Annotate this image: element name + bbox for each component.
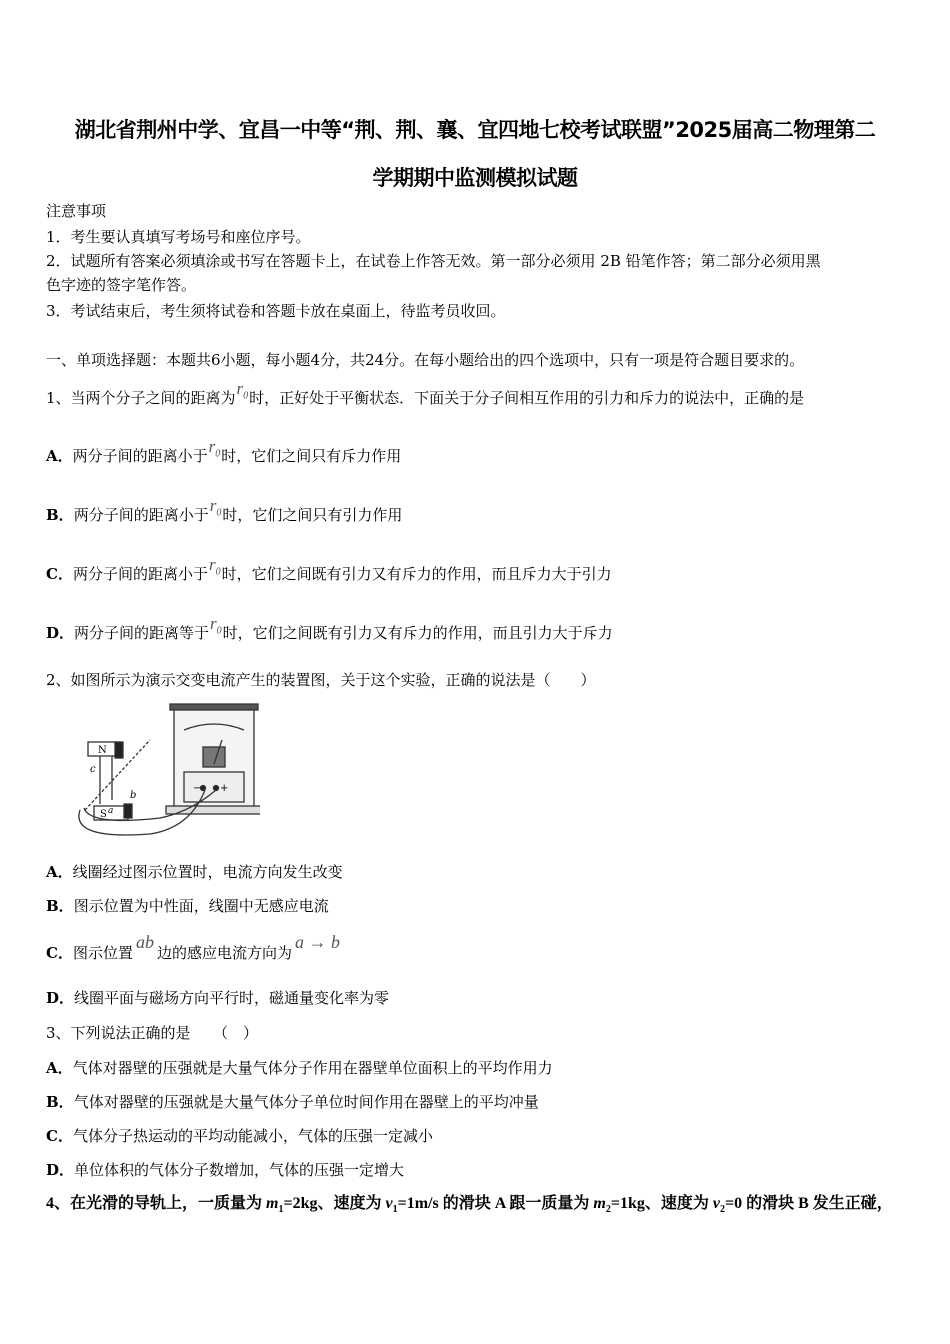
note-item: 色字迹的签字笔作答。 bbox=[46, 276, 197, 294]
q2-option-d: D．线圈平面与磁场方向平行时，磁通量变化率为零 bbox=[46, 989, 390, 1007]
label-s: S bbox=[100, 809, 107, 820]
q3-option-c: C．气体分子热运动的平均动能减小，气体的压强一定减小 bbox=[46, 1127, 433, 1145]
q1-stem-a: 1、当两个分子之间的距离为 bbox=[46, 389, 236, 407]
label-b: b bbox=[130, 790, 137, 801]
label-n: N bbox=[98, 745, 107, 756]
q3-stem: 3、下列说法正确的是 （ ） bbox=[46, 1024, 259, 1042]
q2-option-c: C．图示位置ab边的感应电流方向为a → b bbox=[46, 932, 340, 962]
q2-option-a: A．线圈经过图示位置时，电流方向发生改变 bbox=[46, 863, 343, 881]
q4-stem: 4、在光滑的导轨上，一质量为 $m_1=2kg$、速度为 $v_1=1m/s$ 的滑块 A 跟一质量为 $m_2=1kg$、速度为 $v_2=0$ 的滑块 B 发生正碰， bbox=[46, 1195, 893, 1216]
r0-symbol: $r_0$ bbox=[236, 379, 249, 402]
q1-stem bbox=[46, 379, 805, 415]
title-line-1: 湖北省荆州中学、宜昌一中等“荆、荆、襄、宜四地七校考试联盟”2025届高二物理第二 bbox=[74, 118, 876, 142]
q1-option-b: B．两分子间的距离小于$r_0$时，它们之间只有引力作用 bbox=[46, 496, 403, 524]
q1-stem-b: 时，正好处于平衡状态．下面关于分子间相互作用的引力和斥力的说法中，正确的是 bbox=[249, 389, 805, 407]
ac-generator-figure bbox=[60, 700, 260, 845]
note-item: 1．考生要认真填写考场号和座位序号。 bbox=[46, 228, 311, 246]
q1-option-d: D．两分子间的距离等于$r_0$时，它们之间既有引力又有斥力的作用，而且引力大于斥力 bbox=[46, 614, 613, 642]
notes-heading: 注意事项 bbox=[46, 202, 107, 220]
label-plus: + bbox=[220, 783, 229, 794]
q3-option-b: B．气体对器壁的压强就是大量气体分子单位时间作用在器壁上的平均冲量 bbox=[46, 1093, 539, 1111]
q3-option-d: D．单位体积的气体分子数增加，气体的压强一定增大 bbox=[46, 1161, 405, 1179]
label-a: a bbox=[108, 806, 114, 816]
note-item: 2．试题所有答案必须填涂或书写在答题卡上，在试卷上作答无效。第一部分必须用 2B 铅笔作答；第二部分必须用黑 bbox=[46, 252, 821, 270]
q2-stem: 2、如图所示为演示交变电流产生的装置图，关于这个实验，正确的说法是（ ） bbox=[46, 671, 596, 689]
q1-option-c: C．两分子间的距离小于$r_0$时，它们之间既有引力又有斥力的作用，而且斥力大于引力 bbox=[46, 555, 612, 583]
label-c: c bbox=[90, 764, 96, 775]
q3-option-a: A．气体对器壁的压强就是大量气体分子作用在器壁单位面积上的平均作用力 bbox=[46, 1059, 553, 1077]
note-item: 3．考试结束后，考生须将试卷和答题卡放在桌面上，待监考员收回。 bbox=[46, 302, 506, 320]
title-line-2: 学期期中监测模拟试题 bbox=[372, 166, 578, 190]
label-minus: − bbox=[193, 783, 202, 794]
q1-option-a: A．两分子间的距离小于$r_0$时，它们之间只有斥力作用 bbox=[46, 437, 402, 465]
q2-option-b: B．图示位置为中性面，线圈中无感应电流 bbox=[46, 897, 329, 915]
section-heading: 一、单项选择题：本题共6小题，每小题4分，共24分。在每小题给出的四个选项中，只有一项是符合题目要求的。 bbox=[46, 351, 805, 369]
